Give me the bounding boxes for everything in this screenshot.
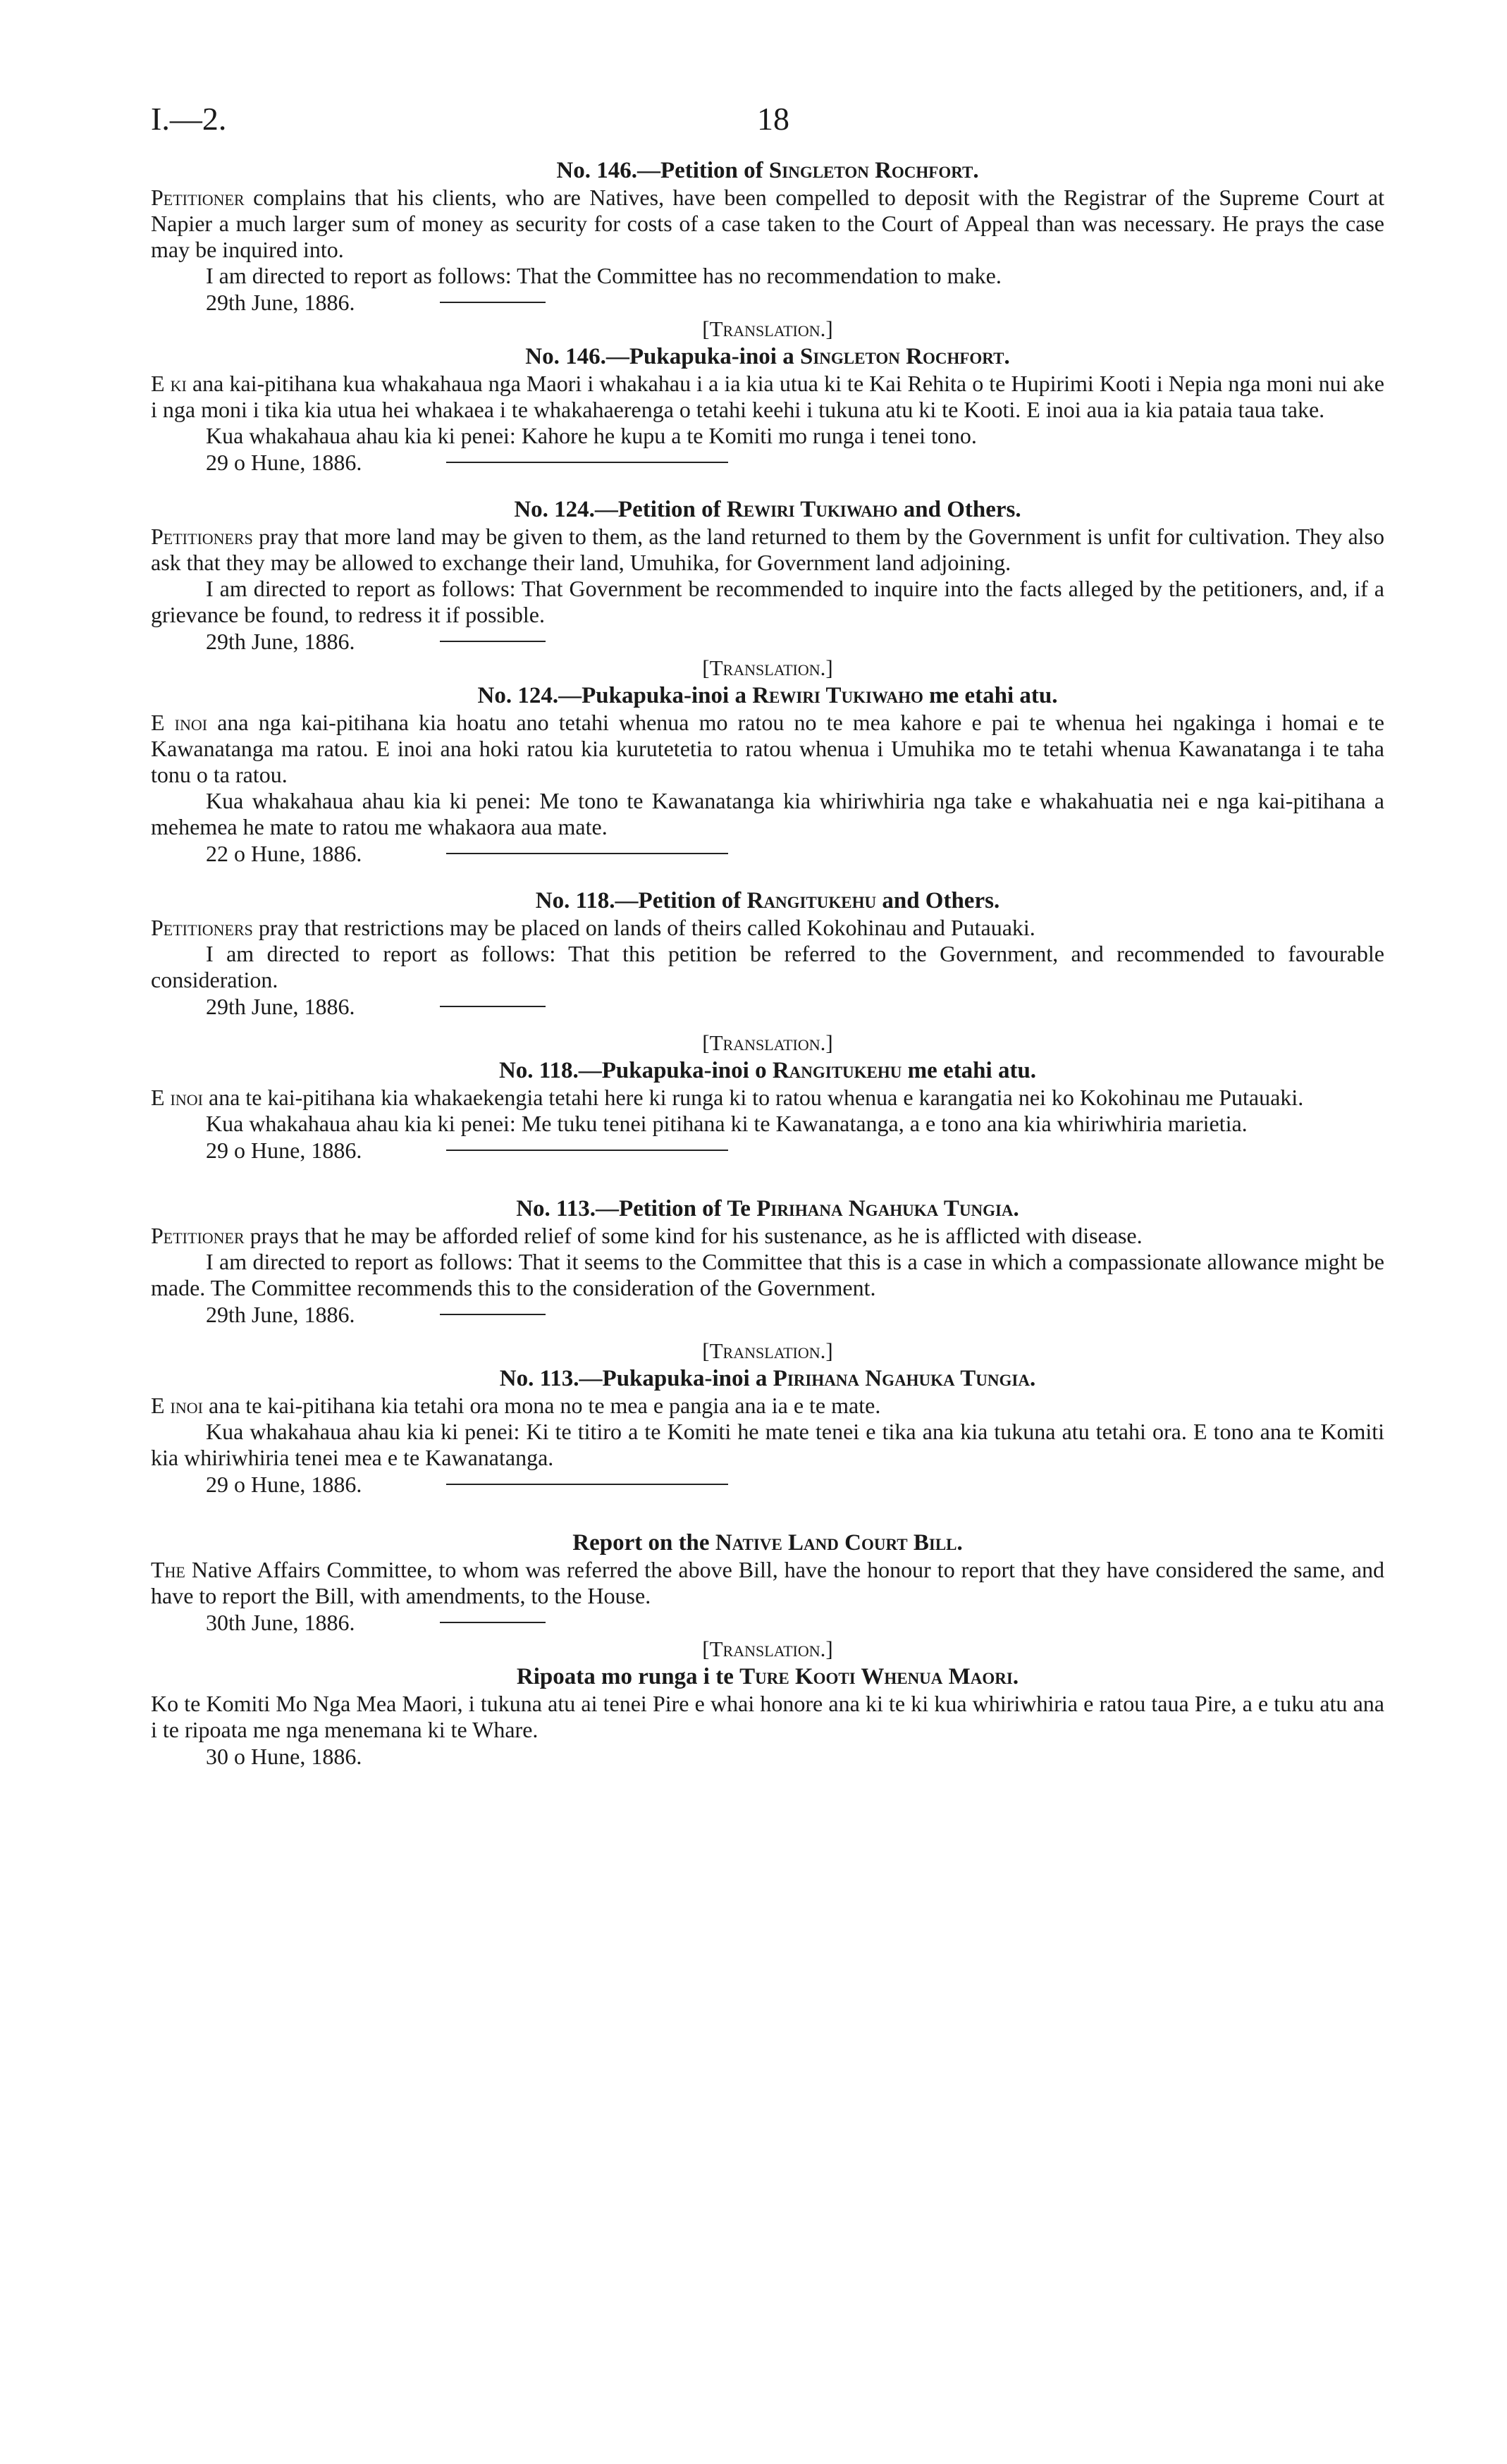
maori-date: 29 o Hune, 1886. (206, 1137, 1384, 1164)
maori-report: Kua whakahaua ahau kia ki penei: Me tono te Kawanatanga kia whiriwhiria nga take e whakahuatia nei e nga kai-pitihana a mehemea he mate to ratou me whakaora aua mate. (151, 788, 1384, 839)
maori-report: Kua whakahaua ahau kia ki penei: Kahore he kupu a te Komiti mo runga i tenei tono. (206, 423, 977, 448)
maori-title: No. 124.—Pukapuka-inoi a Rewiri Tukiwaho me etahi atu. (477, 683, 1058, 708)
committee-report: I am directed to report as follows: That this petition be referred to the Government, and recommended to favourable consideration. (151, 941, 1384, 992)
translation-label: [Translation.] (702, 655, 833, 680)
section-title: Report on the Native Land Court Bill. (572, 1530, 963, 1556)
petition-body: Petitioner complains that his clients, who are Natives, have been compelled to deposit with the Registrar of the Supreme Court at Napier a much larger sum of money as security for costs of a case taken to the Court of Appeal than was necessary. He prays the case may be inquired into. (151, 185, 1384, 262)
translation-label: [Translation.] (702, 1637, 833, 1661)
section-title: No. 113.—Petition of Te Pirihana Ngahuka Tungia. (516, 1196, 1019, 1221)
page-header (151, 100, 1384, 156)
bill-report-section (151, 1529, 1384, 1770)
section-title: No. 146.—Petition of Singleton Rochfort. (556, 158, 979, 183)
petition-body: Petitioners pray that restrictions may be placed on lands of theirs called Kokohinau and Putauaki. (151, 915, 1035, 940)
petition-body: Petitioners pray that more land may be given to them, as the land returned to them by the Government is unfit for cultivation. They also ask that they may be allowed to exchange their land, Umuhika, for Government land adjoining. (151, 524, 1384, 575)
maori-body: E inoi ana te kai-pitihana kia whakaekengia tetahi here ki runga ki to ratou whenua e karangatia nei ko Kokohinau me Putauaki. (151, 1085, 1304, 1110)
document-reference: I.—2. (151, 101, 227, 137)
maori-date: 29 o Hune, 1886. (206, 449, 1384, 476)
committee-report: I am directed to report as follows: That the Committee has no recommendation to make. (206, 263, 1002, 288)
committee-report: I am directed to report as follows: That Government be recommended to inquire into the facts alleged by the petitioners, and, if a grievance be found, to redress it if possible. (151, 576, 1384, 627)
maori-body: E ki ana kai-pitihana kua whakahaua nga Maori i whakahau i a ia kia utua ki te Kai Rehita o te Hupirimi Kooti i Nepia nga moni nui ake i nga moni i tika kia utua hei whakaea i te whakahaerenga o tetahi keehi i tukuna atu ki te Kooti. E inoi aua ia kia pataia taua take. (151, 371, 1385, 422)
section-title: No. 124.—Petition of Rewiri Tukiwaho and Others. (514, 497, 1021, 522)
document-page (151, 100, 1384, 1770)
page-number: 18 (757, 101, 789, 137)
maori-body: E inoi ana te kai-pitihana kia tetahi ora mona no te mea e pangia ana ia e te mate. (151, 1393, 881, 1418)
report-date: 30th June, 1886. (206, 1609, 1384, 1636)
petition-section (151, 495, 1384, 867)
petition-section (151, 887, 1384, 1164)
maori-report: Kua whakahaua ahau kia ki penei: Ki te titiro a te Komiti he mate tenei e tika ana kia tukuna atu tetahi ora. E tono ana te Komiti kia whiriwhiria tenei mea e te Kawanatanga. (151, 1419, 1384, 1470)
section-title: No. 118.—Petition of Rangitukehu and Others. (535, 888, 1000, 913)
committee-report: I am directed to report as follows: That it seems to the Committee that this is a case in which a compassionate allowance might be made. The Committee recommends this to the consideration of the Government. (151, 1249, 1384, 1300)
report-date: 29th June, 1886. (206, 628, 1384, 655)
maori-title: No. 113.—Pukapuka-inoi a Pirihana Ngahuka Tungia. (499, 1366, 1036, 1391)
petition-section (151, 1195, 1384, 1498)
report-date: 29th June, 1886. (206, 993, 1384, 1020)
report-date: 29th June, 1886. (206, 1301, 1384, 1328)
maori-body: E inoi ana nga kai-pitihana kia hoatu ano tetahi whenua mo ratou no te mea kahore e pai te whenua hei ngakinga i homai e te Kawanatanga ma ratou. E inoi ana hoki ratou kia kurutetetia to ratou whenua i Umuhika mo te tetahi whenua Kawanatanga i te taha tonu o ta ratou. (151, 710, 1385, 787)
translation-label: [Translation.] (702, 1030, 833, 1055)
report-body: The Native Affairs Committee, to whom was referred the above Bill, have the honour to report that they have considered the same, and have to report the Bill, with amendments, to the House. (151, 1557, 1384, 1608)
maori-title: No. 146.—Pukapuka-inoi a Singleton Rochfort. (525, 344, 1010, 369)
maori-body: Ko te Komiti Mo Nga Mea Maori, i tukuna atu ai tenei Pire e whai honore ana ki te ki kua whiriwhiria e ratou taua Pire, a e tuku atu ana i te ripoata me nga menemana ki te Whare. (151, 1691, 1384, 1742)
maori-title: Ripoata mo runga i te Ture Kooti Whenua Maori. (516, 1664, 1019, 1689)
report-date: 29th June, 1886. (206, 289, 1384, 316)
maori-title: No. 118.—Pukapuka-inoi o Rangitukehu me etahi atu. (498, 1058, 1037, 1083)
maori-date: 30 o Hune, 1886. (206, 1744, 362, 1769)
petition-body: Petitioner prays that he may be afforded relief of some kind for his sustenance, as he is afflicted with disease. (151, 1223, 1143, 1248)
maori-report: Kua whakahaua ahau kia ki penei: Me tuku tenei pitihana ki te Kawanatanga, a e tono ana kia whiriwhiria marietia. (206, 1111, 1248, 1136)
maori-date: 22 o Hune, 1886. (206, 840, 1384, 867)
maori-date: 29 o Hune, 1886. (206, 1471, 1384, 1498)
translation-label: [Translation.] (702, 1338, 833, 1363)
translation-label: [Translation.] (702, 316, 833, 341)
petition-section (151, 156, 1384, 476)
